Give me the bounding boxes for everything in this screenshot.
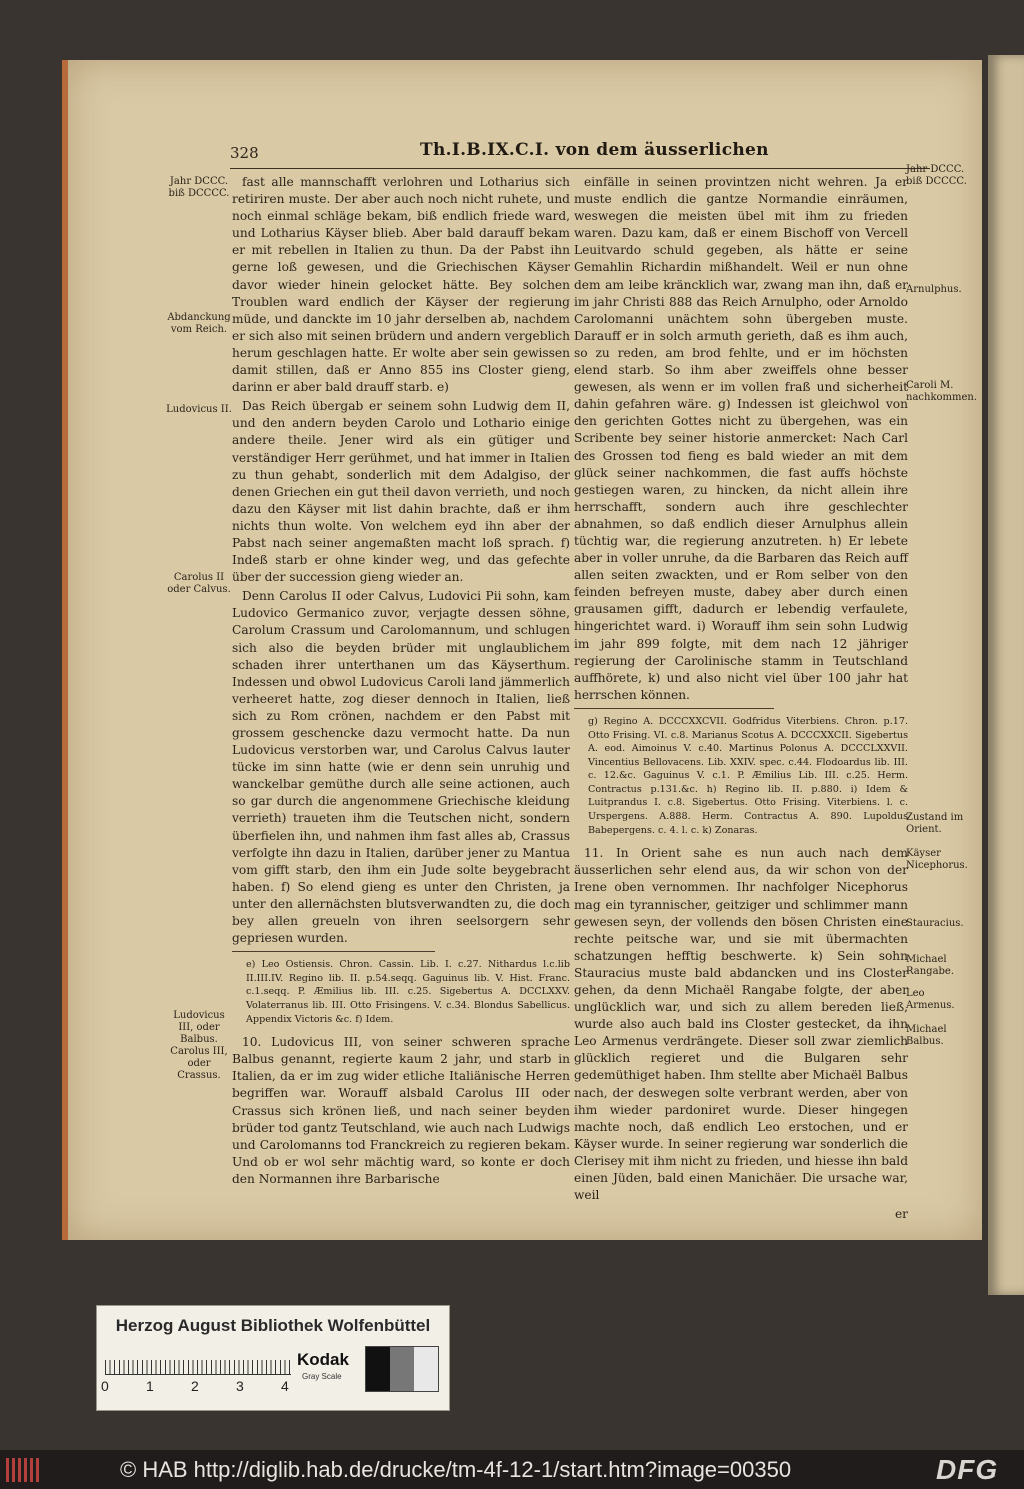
margin-note-michael-balbus: Michael Balbus.: [906, 1024, 947, 1047]
footnote-divider: [574, 708, 774, 709]
copyright-url[interactable]: © HAB http://diglib.hab.de/drucke/tm-4f-12-1/start.htm?image=00350: [120, 1457, 792, 1482]
margin-note-years-right: Jahr DCCC. biß DCCCC.: [906, 164, 967, 187]
margin-note-leo-armenus: Leo Armenus.: [906, 988, 955, 1011]
left-text-column: [232, 174, 570, 1190]
hab-logo-icon: [6, 1458, 40, 1482]
margin-note-nicephorus: Käyser Nicephorus.: [906, 848, 968, 871]
library-label-card: [96, 1305, 450, 1411]
margin-note-michael-rangabe: Michael Rangabe.: [906, 954, 955, 977]
dfg-logo: DFG: [936, 1454, 999, 1485]
margin-note-stauracius: Stauracius.: [906, 918, 964, 929]
next-page-edge: [988, 55, 1024, 1295]
gray-patch: [390, 1347, 414, 1391]
paragraph: 11. In Orient sahe es nun auch nach dem äusserlichen sehr elend aus, da wir schon von der Irene oben vernommen. Ihr nachfolger Nicephorus mag ein tyrannischer, geitziger und schlimmer mann gewesen seyn, der vollends den bösen Christen eine rechte peitsche war, und sie mit übermachten schatzungen hefftig beschwerte. k) Sein sohn Stauracius muste bald abdancken und ins Closter gehen, da denn Michaël Rangabe folgte, der aber unglücklich war, und sich zu allem bereden ließ, wurde also auch bald ins Closter gestecket, da ihn Leo Armenus verdrängete. Dieser soll zwar ziemlich glücklich regieret und die Bulgaren sehr gedemüthiget haben. Ihm stellte aber Michaël Balbus nach, der deswegen solte verbrant werden, aber von ihm wieder pardoniret wurde. Dieser hingegen machte noch, daß endlich Leo erstochen, und er Käyser wurde. In seiner regierung war sonderlich die Clerisey mit ihm nicht zu frieden, und hiesse ihn bald einen Jüden, bald einen Manichäer. Die ursache war, weil: [574, 846, 908, 1203]
catchword: er: [894, 1207, 908, 1222]
paragraph: Das Reich übergab er seinem sohn Ludwig dem II, und den andern beyden Carolo und Lothario einige andere theile. Jener wird als ein gütiger und verständiger Herr gerühmet, und hat immer in Italien zu thun gehabt, sonderlich mit dem Adalgiso, der denen Griechen ein gut theil davon verrieth, und noch dazu den Käyser mit list dahin brachte, daß er ihm nichts thun wolte. Von welchem eyd ihn aber der Pabst nach seiner angemaßten macht loß sprach. f) Indeß starb er ohne kinder weg, und das gefechte über der succession gieng wieder an.: [232, 399, 570, 585]
page-header: [230, 140, 930, 169]
ruler-number: 2: [191, 1378, 199, 1394]
gray-patch: [366, 1347, 390, 1391]
right-text-column: [574, 174, 908, 1225]
margin-note-arnulphus: Arnulphus.: [906, 284, 962, 295]
margin-note-ludovicus-iii: Ludovicus III, oder Balbus. Carolus III, oder Crassus.: [170, 1010, 228, 1081]
margin-note-abdication: Abdanckung vom Reich.: [167, 312, 231, 335]
margin-note-ludovicus-ii: Ludovicus II.: [166, 404, 232, 415]
footnote: g) Regino A. DCCCXXCVII. Godfridus Viterbiens. Chron. p.17. Otto Frising. VI. c.8. Marianus Scotus A. DCCCXXCII. Sigebertus A. eod. Aimoinus V. c.40. Martinus Polonus A. DCCCLXXVII. Vincentius Bellovacens. Lib. XXIV. spec. c.44. Flodoardus lib. III. c. 12.&c. Gaguinus V. c.1. P. Æmilius Lib. III. c.25. Herm. Contractus p.131.&c. h) Regino lib. II. p.880. i) Idem & Luitprandus I. c.8. Sigebertus. Otto Frising. Viterbiens. l. c. Urspergens. A.888. Herm. Contractus A. 890. Lupoldus Babepergens. c. 4. l. c. k) Zonaras.: [588, 715, 908, 836]
paragraph: Denn Carolus II oder Calvus, Ludovici Pii sohn, kam Ludovico Germanico zuvor, verjagte dessen söhne, Carolum Crassum und Carolomannum, und schlugen sich also die beyden brüder mit unglaublichem schaden ihrer unterthanen um das Käyserthum. Indessen und obwol Ludovicus Caroli land jämmerlich verheeret hatte, zog dieser dennoch in Italien, ließ sich zu Rom crönen, nachdem er den Pabst mit grossem geschencke dazu vermocht hatte. Da nun Ludovicus verstorben war, und Carolus Calvus lauter tücke im sinn hatte (wie er denn sein unruhig und wanckelbar gemüthe durch alle seine actionen, auch so gar durch die angenommene Griechische kleidung verrieth) traueten ihm die Teutschen nicht, sondern überfielen ihn, und nahmen ihm fast alles ab, Crassus verfolgte ihn dazu in Italien, darüber jener zu Mantua vom gifft starb, den ihm ein Jude solte beygebracht haben. f) So elend gieng es unter den Christen, ja unter den allernächsten blutsverwandten zu, die doch bey allen greueln von ihren seelsorgern sehr gepriesen wurden.: [232, 589, 570, 946]
ruler-number: 1: [146, 1378, 154, 1394]
footnote: e) Leo Ostiensis. Chron. Cassin. Lib. I. c.27. Nithardus l.c.lib II.III.IV. Regino lib. II. p.54.seqq. Gaguinus lib. V. Hist. Franc. c.1.seqq. P. Æmilius lib. III. c.25. Sigebertus A. DCCLXXV. Volaterranus lib. III. Otto Frisingens. V. c.34. Blondus Sabellicus. Appendix Victoris &c. f) Idem.: [246, 959, 570, 1025]
margin-note-caroli-m: Caroli M. nachkommen.: [906, 380, 978, 403]
ruler-number: 0: [101, 1378, 109, 1394]
measurement-ruler: [105, 1350, 291, 1375]
library-name: Herzog August Bibliothek Wolfenbüttel: [115, 1316, 431, 1335]
margin-note-orient: Zustand im Orient.: [906, 812, 964, 835]
margin-note-carolus-ii: Carolus II oder Calvus.: [167, 572, 231, 595]
gray-scale-label: Gray Scale: [302, 1372, 342, 1381]
page-number: 328: [230, 144, 259, 162]
ruler-number: 4: [281, 1378, 289, 1394]
paragraph: einfälle in seinen provintzen nicht wehren. Ja er muste endlich die gantze Normandie einräumen, weswegen die meisten übel mit ihm zu frieden waren. Dazu kam, daß er einem Bischoff von Vercell Leuitvardo schuld gegeben, als hätte er seine Gemahlin Richardin mißhandelt. Weil er nun ohne dem am leibe kräncklich war, zwang man ihn, daß er im jahr Christi 888 das Reich Arnulpho, oder Arnoldo Carolomanni unächtem sohn übergeben muste. Darauff er in solch armuth gerieth, daß es ihm auch, so zu reden, am brod fehlte, und er im höchsten elend starb. So ihm aber zweiffels ohne besser gewesen, als wenn er im vollen fraß und sicherheit dahin gefahren wäre. g) Indessen ist gleichwol von den gerichten Gottes nicht zu übergehen, was ein Scribente bey seiner historie anmercket: Nach Carl des Grossen tod fieng es bald wieder an mit dem glück seiner nachkommen, die fast auffs höchste gestiegen waren, zu hincken, da nicht allein ihre herrschafft, sondern auch ihre geschlechter abnahmen, so daß endlich dieser Arnulphus allein tüchtig war, die regierung anzutreten. h) Er lebete aber in voller unruhe, da die Barbaren das Reich auff allen seiten zwackten, und er Rom selber von den feinden befreyen muste, dabey aber durch einen grausamen gifft, dadurch er lebendig verfaulete, hingerichtet ward. i) Worauff ihm sein sohn Ludwig im jahr 899 folgte, mit dem nach 12 jähriger regierung der Carolinische stamm in Teutschland auffhörete, k) und also nicht viel über 100 jahr hat herrschen können.: [574, 175, 908, 702]
paragraph: 10. Ludovicus III, von seiner schweren sprache Balbus genannt, regierte kaum 2 jahr, und starb in Italien, da er im zug wider etliche Italiänische Herren begriffen war. Worauff alsbald Carolus III oder Crassus sich krönen ließ, und nach seiner beyden brüder tod gantz Teutschland, wie auch nach Ludwigs und Carolomanns tod Franckreich zu regieren bekam. Und ob er wol sehr mächtig ward, so konte er doch den Normannen ihre Barbarische: [232, 1035, 570, 1186]
gray-patch: [414, 1347, 438, 1391]
kodak-logo: Kodak: [297, 1350, 349, 1369]
ruler-number: 3: [236, 1378, 244, 1394]
running-title: Th.I.B.IX.C.I. von dem äusserlichen: [420, 140, 769, 160]
viewer-footer: [0, 1450, 1024, 1489]
paragraph: fast alle mannschafft verlohren und Lotharius sich retiriren muste. Der aber auch noch nicht ruhete, und noch einmal schläge bekam, biß endlich friede ward, und Lotharius Käyser blieb. Aber bald darauff bekam er mit rebellen in Italien zu thun. Da der Pabst ihn gerne loß gewesen, und die Griechischen Käyser davor wieder hinein gelocket hätte. Bey solchen Troublen ward endlich der Käyser der regierung müde, und danckte im 10 jahr derselben ab, nachdem er sich also mit seinen brüdern und andern vergeblich herum geschlagen hatte. Er wolte aber sein gewissen damit stillen, daß er Anno 855 ins Closter gieng, darinn er aber bald drauff starb. e): [232, 175, 570, 395]
footnote-divider: [232, 951, 435, 952]
gray-scale-patches: [365, 1346, 439, 1392]
margin-note-years-left: Jahr DCCC. biß DCCCC.: [168, 176, 230, 199]
